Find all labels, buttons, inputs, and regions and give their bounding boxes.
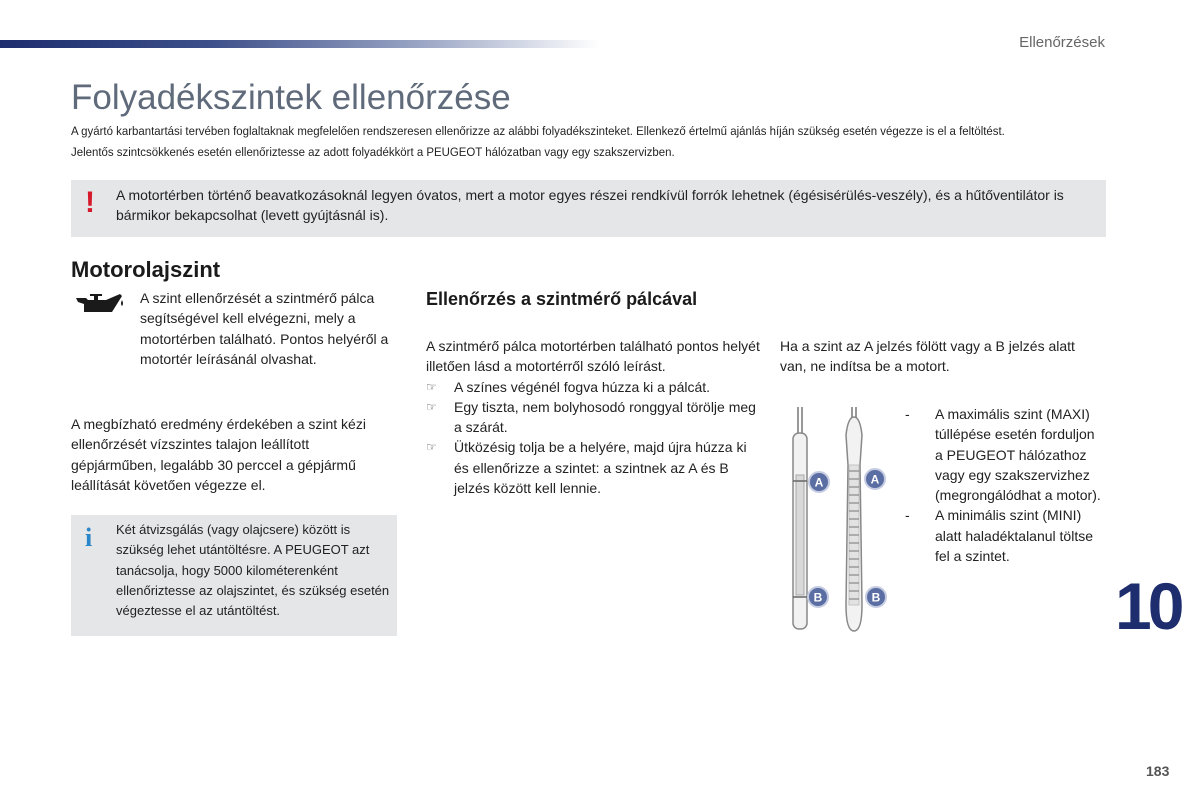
warning-icon: ! [85,186,95,219]
svg-text:A: A [814,475,824,490]
svg-text:B: B [871,590,881,605]
list-item: ☞ Ütközésig tolja be a helyére, majd újra húzza ki és ellenőrizze a szintet: a szintnek az A és B jelzés között kell lennie. [426,439,747,497]
page-number: 183 [1146,763,1170,779]
info-icon: i [85,523,93,552]
list-item: ☞ A színes végénél fogva húzza ki a pálcát. [426,377,761,397]
dipstick-check-body [426,336,761,498]
marker-a-right [865,469,885,489]
oil-level-text: A szint ellenőrzését a szintmérő pálca segítségével kell elvégezni, mely a motortérben található. Pontos helyéről a motortér leírásánál olvashat. [140,290,389,367]
intro-paragraph [71,121,1075,163]
list-item: ☞ Egy tiszta, nem bolyhosodó ronggyal törölje meg a szárát. [426,398,756,436]
oil-can-icon [74,292,128,318]
marker-b-right [866,587,886,607]
chapter-number: 10 [1115,569,1181,643]
list-item: - A maximális szint (MAXI) túllépése esetén forduljon a PEUGEOT hálózathoz vagy egy szakszervizhez (megrongálódhat a motor). [905,406,1101,504]
marker-a-left [809,472,829,492]
dipstick-check-heading: Ellenőrzés a szintmérő pálcával [426,289,698,309]
oil-level-heading: Motorolajszint [71,257,221,282]
dipstick-illustration [786,405,896,637]
pointing-hand-icon: ☞ [426,399,437,414]
dipstick-steps [426,377,761,499]
dipstick-intro: A szintmérő pálca motortérben található pontos helyét illetően lásd a motortérről szóló leírást. [426,338,760,375]
svg-text:A: A [870,472,880,487]
intro-line-1: A gyártó karbantartási tervében foglaltaknak megfelelően rendszeresen ellenőrizze az alábbi folyadékszinteket. Ellenkező értelmű ajánlás híján szükség esetén végezze is el a feltöltést. [71,124,1005,138]
info-box [71,515,397,636]
level-warning-note: Ha a szint az A jelzés fölött vagy a B jelzés alatt van, ne indítsa be a motort. [780,338,1075,375]
list-item: - A minimális szint (MINI) alatt haladéktalanul töltse fel a szintet. [905,507,1093,565]
marker-b-left [808,587,828,607]
pointing-hand-icon: ☞ [426,379,437,394]
reliable-result-text: A megbízható eredmény érdekében a szint kézi ellenőrzését vízszintes talajon leállított gépjárműben, legalább 30 perccel a gépjármű leállítását követően végezze el. [71,416,366,493]
svg-text:B: B [813,590,823,605]
pointing-hand-icon: ☞ [426,440,437,455]
warning-text: A motortérben történő beavatkozásoknál legyen óvatos, mert a motor egyes részei rendkívül forrók lehetnek (égésisérülés-veszély), és a hűtőventilátor is bármikor bekapcsolhat (levett gyújtásnál is). [116,187,1064,223]
page-title: Folyadékszintek ellenőrzése [71,78,511,117]
intro-line-2: Jelentős szintcsökkenés esetén ellenőriztesse az adott folyadékkört a PEUGEOT hálózatban vagy egy szakszervizben. [71,145,675,159]
warning-box [71,180,1106,237]
min-level-text: A minimális szint (MINI) alatt haladéktalanul töltse fel a szintet. [935,507,1093,565]
info-text: Két átvizsgálás (vagy olajcsere) között is szükség lehet utántöltésre. A PEUGEOT azt tanácsolja, hogy 5000 kilométerenként ellenőriztesse az olajszintet, és szükség esetén végeztesse el az utántöltést. [116,522,390,619]
level-limits [905,404,1105,566]
section-title: Ellenőrzések [1019,34,1105,51]
max-level-text: A maximális szint (MAXI) túllépése esetén forduljon a PEUGEOT hálózathoz vagy egy szakszervizhez (megrongálódhat a motor). [935,406,1101,504]
header-gradient-bar [0,40,600,48]
